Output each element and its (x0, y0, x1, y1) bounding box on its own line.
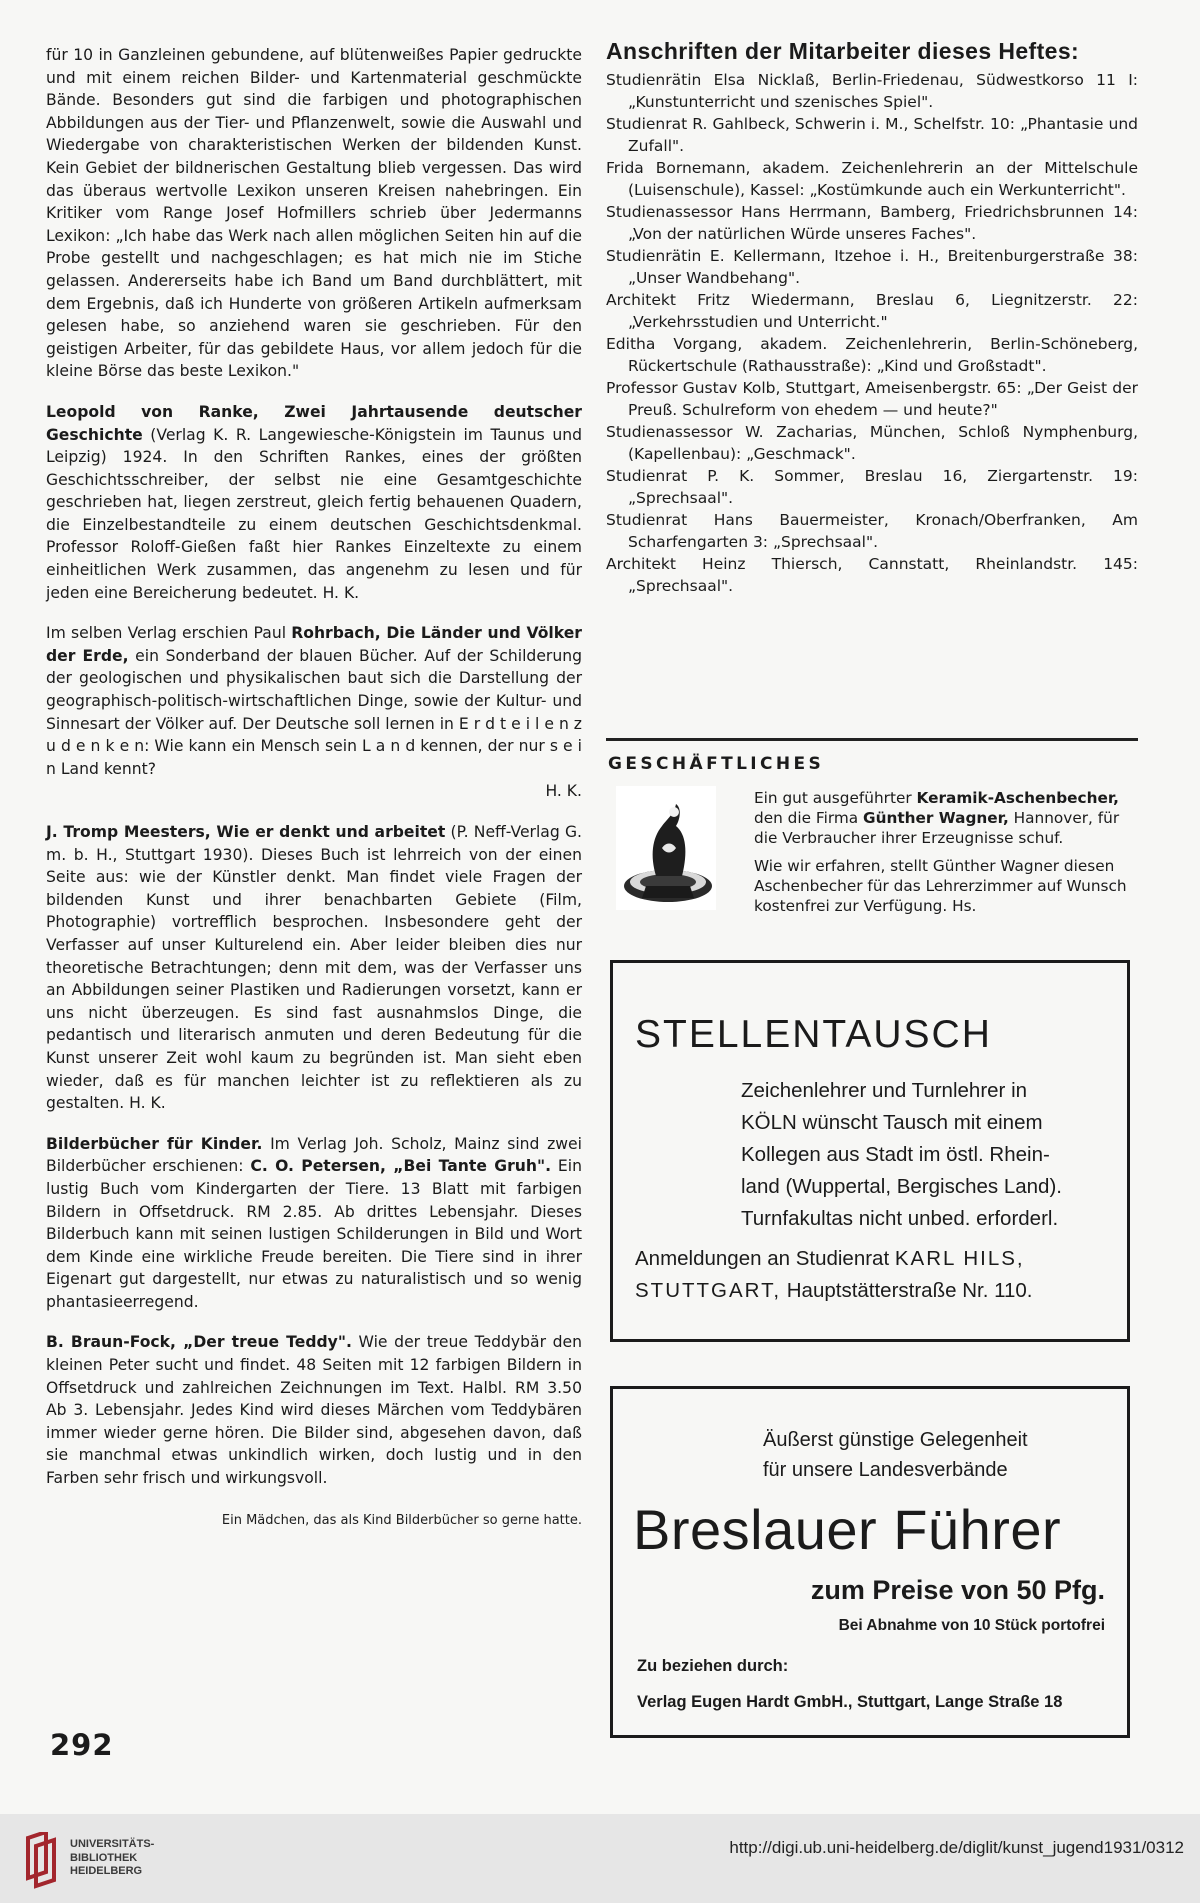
lexikon-review-paragraph (46, 44, 582, 383)
source-url-link[interactable]: http://digi.ub.uni-heidelberg.de/diglit/kunst_jugend1931/0312 (729, 1838, 1184, 1857)
stellentausch-line: KÖLN wünscht Tausch mit einem (741, 1111, 1043, 1134)
rohrbach-review-text: ein Sonderband der blauen Bücher. Auf der Schilderung der geologischen und physikalischen baut sich die Darstellung der geographisch-politisch-wirtschaftlichen Dinge, sowie der Kultur- und Sinnesart der Völker auf. Der Deutsche soll lernen in E r d t e i l e n z u d e n k e n: Wie kann ein Mensch sein L a n d kennen, der nur s e i n Land kennt? (46, 646, 582, 778)
right-column (606, 38, 1138, 1711)
contributor-entry: Architekt Heinz Thiersch, Cannstatt, Rheinlandstr. 145: „Sprechsaal". (606, 555, 1138, 595)
stellentausch-ad (610, 960, 1130, 1342)
image-caption: Ein Mädchen, das als Kind Bilderbücher so gerne hatte. (221, 1512, 582, 1528)
logo-line: BIBLIOTHEK (70, 1851, 138, 1864)
contributor-entry: Studienrätin E. Kellermann, Itzehoe i. H., Breitenburgerstraße 38: „Unser Wandbehang". (606, 247, 1138, 287)
contributor-entry: Studienassessor Hans Herrmann, Bamberg, Friedrichsbrunnen 14: „Von der natürlichen Würde unseres Faches". (606, 203, 1138, 243)
lexikon-review-text: für 10 in Ganzleinen gebundene, auf blütenweißes Papier gedruckte und mit einem reichen Bilder- und Kartenmaterial geschmückte Bände. Besonders gut sind die farbigen und photographischen Abbildungen aus der Tier- und Pflanzenwelt, sowie die Auswahl und Wiedergabe von charakteristischen Werken der bildenden Kunst. Kein Gebiet der bildnerischen Gestaltung blieb vergessen. Das wird das überaus wertvolle Lexikon unseren Kreisen nahebringen. Ein Kritiker vom Range Josef Hofmillers schrieb über Jedermanns Lexikon: „Ich habe das Werk nach allen möglichen Seiten hin auf die Probe gestellt und nachgeschlagen; es hat mich nie im Stiche gelassen. Andererseits habe ich Band um Band durchblättert, mit dem Ergebnis, daß ich Hunderte von größeren Artikeln aufmerksam gelesen habe, so anziehend waren sie geschrieben. Für den geistigen Arbeiter, für das gebildete Haus, vor allem jedoch für die kleine Börse das beste Lexikon." (46, 46, 582, 381)
library-logo-icon[interactable] (22, 1832, 66, 1890)
page-number: 292 (50, 1728, 114, 1762)
ad-price: zum Preise von 50 Pfg. (810, 1575, 1105, 1605)
rohrbach-review-paragraph (46, 622, 582, 803)
meesters-review-paragraph (46, 821, 582, 1115)
rohrbach-review-title: Rohrbach, Die Länder und Völker der Erde, (46, 624, 582, 665)
contributor-entry: Studienrat P. K. Sommer, Breslau 16, Ziergartenstr. 19: „Sprechsaal". (606, 467, 1138, 507)
contributors-list (606, 69, 1138, 597)
contributors-heading: Anschriften der Mitarbeiter dieses Heftes: (606, 38, 1080, 64)
contributor-entry: Frida Bornemann, akadem. Zeichenlehrerin an der Mittelschule (Luisenschule), Kassel: „Kostümkunde auch ein Werkunterricht". (606, 159, 1138, 199)
contributor-entry: Editha Vorgang, akadem. Zeichenlehrerin, Berlin-Schöneberg, Rückertschule (Rathausstraße): „Kind und Großstadt". (606, 335, 1138, 375)
ashtray-notice-mid: den die Firma (754, 809, 864, 827)
section-divider (606, 738, 1138, 741)
breslauer-fuehrer-ad (610, 1386, 1130, 1738)
contact-city: STUTTGART, (635, 1279, 782, 1302)
ad-publisher: Verlag Eugen Hardt GmbH., Stuttgart, Lange Straße 18 (637, 1693, 1063, 1711)
rohrbach-review-signature: H. K. (545, 782, 582, 801)
geschaeftliches-heading: GESCHÄFTLICHES (608, 754, 825, 774)
contributor-entry: Architekt Fritz Wiedermann, Breslau 6, Liegnitzerstr. 22: „Verkehrsstudien und Unterricht." (606, 291, 1138, 331)
stellentausch-body (741, 1075, 1121, 1235)
ashtray-notice (754, 788, 1138, 848)
ranke-review-title: Leopold von Ranke, Zwei Jahrtausende deutscher Geschichte (46, 402, 582, 444)
bilderbuecher-intro: Im Verlag Joh. Scholz, Mainz sind zwei Bilderbücher erschienen: (46, 1134, 582, 1176)
ashtray-offer: Wie wir erfahren, stellt Günther Wagner diesen Aschenbecher für das Lehrerzimmer auf Wunsch kostenfrei zur Verfügung. Hs. (754, 857, 1127, 915)
ad-title: Breslauer Führer (633, 1498, 1062, 1561)
tante-gruh-title: C. O. Petersen, „Bei Tante Gruh". (250, 1157, 552, 1176)
contributor-entry: Studienassessor W. Zacharias, München, Schloß Nymphenburg, (Kapellenbau): „Geschmack". (606, 423, 1138, 463)
company-name: Günther Wagner, (863, 809, 1009, 827)
contributor-entry: Studienrat R. Gahlbeck, Schwerin i. M., Schelfstr. 10: „Phantasie und Zufall". (606, 115, 1138, 155)
geschaeftliches-text (754, 788, 1138, 916)
meesters-review-title: J. Tromp Meesters, Wie er denkt und arbeitet (46, 823, 446, 841)
ashtray-product-name: Keramik-Aschenbecher, (916, 789, 1119, 807)
ashtray-notice-end: Hannover, für die Verbraucher ihrer Erzeugnisse schuf. (754, 809, 1120, 847)
ranke-review-paragraph (46, 401, 582, 604)
contact-name: KARL HILS, (894, 1247, 1025, 1270)
stellentausch-line: Turnfakultas nicht unbed. erforderl. (741, 1207, 1059, 1230)
stellentausch-line: land (Wuppertal, Bergisches Land). (741, 1175, 1062, 1198)
contact-intro: Anmeldungen an Studienrat (635, 1247, 895, 1270)
contact-street: Hauptstätterstraße Nr. 110. (781, 1279, 1033, 1302)
contributor-entry: Studienrätin Elsa Nicklaß, Berlin-Friedenau, Südwestkorso 11 I: „Kunstunterricht und szenisches Spiel". (606, 71, 1138, 111)
ad-offer-line: Äußerst günstige Gelegenheit (763, 1429, 1028, 1451)
ranke-review-text: (Verlag K. R. Langewiesche-Königstein im Taunus und Leipzig) 1924. In den Schriften Rankes, eines der größten Geschichtsschreiber, der selbst nie eine Gesamtgeschichte geschrieben hat, liegen zerstreut, gleich fertig behauenen Quadern, die Einzelbestandteile zu einem deutschen Geschichtsdenkmal. Professor Roloff-Gießen faßt hier Rankes Einzeltexte zu einem einheitlichen Werk zusammen, das angenehm zu lesen und für jeden eine Bereicherung bedeutet. H. K. (46, 425, 582, 602)
stellentausch-line: Kollegen aus Stadt im östl. Rhein- (741, 1143, 1050, 1166)
left-column (46, 44, 582, 1530)
bilderbuecher-review-paragraph (46, 1133, 582, 1314)
ad-offer-line: für unsere Landesverbände (763, 1459, 1008, 1481)
ashtray-notice-intro: Ein gut ausgeführter (754, 789, 917, 807)
teddy-review-text: Wie der treue Teddybär den kleinen Peter sucht und findet. 48 Seiten mit 12 farbigen Bildern in Offsetdruck und zahlreichen Zeichnungen im Text. Halbl. RM 3.50 Ab 3. Lebensjahr. Jedes Kind wird dieses Märchen vom Teddybären immer wieder gerne hören. Die Bilder sind, abgesehen davon, daß sie manchmal etwas unkindlich wirken, doch lustig und in den Farben sehr frisch und wirkungsvoll. (46, 1333, 582, 1488)
stellentausch-contact (635, 1243, 1125, 1307)
contributor-entry: Studienrat Hans Bauermeister, Kronach/Oberfranken, Am Scharfengarten 3: „Sprechsaal". (606, 511, 1138, 551)
contributor-entry: Professor Gustav Kolb, Stuttgart, Ameisenbergstr. 65: „Der Geist der Preuß. Schulreform von ehedem — und heute?" (606, 379, 1138, 419)
ad-postage-note: Bei Abnahme von 10 Stück portofrei (838, 1617, 1105, 1634)
library-logo-text (70, 1838, 154, 1879)
stellentausch-line: Zeichenlehrer und Turnlehrer in (741, 1079, 1028, 1102)
ashtray-photo (616, 786, 716, 910)
rohrbach-review-intro: Im selben Verlag erschien Paul (46, 624, 292, 643)
tante-gruh-text: Ein lustig Buch vom Kindergarten der Tiere. 13 Blatt mit farbigen Bildern in Offsetdruck. RM 2.85. Ab drittes Lebensjahr. Dieses Bilderbuch kann mit seinen lustigen Schilderungen in Bild und Wort dem Kinde eine wirkliche Freude bereiten. Die Tiere sind in ihrer Eigenart gut dargestellt, nur etwas zu naturalistisch und so wenig phantasieerregend. (46, 1157, 582, 1311)
meesters-review-text: (P. Neff-Verlag G. m. b. H., Stuttgart 1930). Dieses Buch ist lehrreich von der einen Seite aus: wie der Künstler denkt. Man findet viele Fragen der bildenden Kunst und ihrer benachbarten Gebiete (Film, Photographie) vortrefflich besprochen. Insbesondere geht der Verfasser auf unser Kulturelend ein. Aber leider bleiben dies nur theoretische Betrachtungen; denn mit dem, was der Verfasser uns an Abbildungen seiner Plastiken und Radierungen vorsetzt, kann er uns nicht überzeugen. Es sind fast ausnahmslos Dinge, die pedantisch und literarisch anmuten und deren Bedeutung für die Kunst unserer Zeit wohl kaum zu begründen ist. Man sieht eben wieder, daß es für manchen leichter ist zu reflektieren als zu gestalten. H. K. (46, 823, 583, 1113)
logo-line: HEIDELBERG (70, 1865, 143, 1877)
bilderbuecher-heading: Bilderbücher für Kinder. (46, 1134, 263, 1153)
teddy-review-title: B. Braun-Fock, „Der treue Teddy". (46, 1333, 352, 1352)
viewer-footer (0, 1814, 1200, 1903)
logo-line: UNIVERSITÄTS- (70, 1838, 155, 1850)
teddy-review-paragraph (46, 1331, 582, 1489)
ad-order-label: Zu beziehen durch: (637, 1657, 789, 1675)
stellentausch-title: STELLENTAUSCH (635, 1013, 992, 1056)
